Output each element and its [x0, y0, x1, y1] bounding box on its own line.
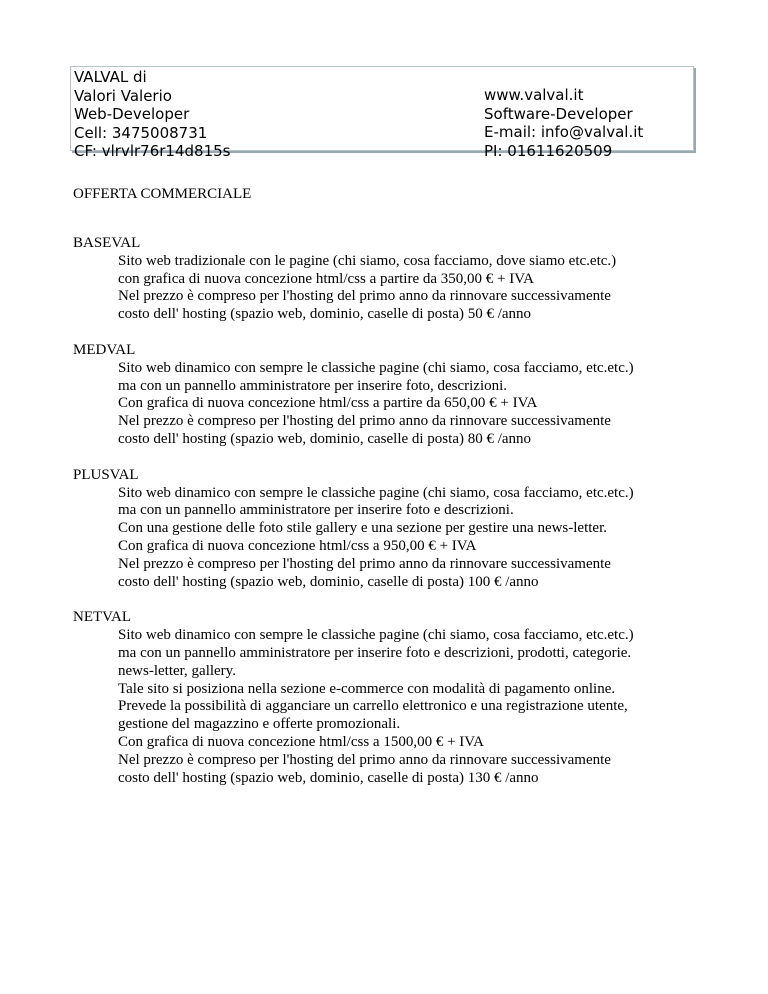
offer-line: costo dell' hosting (spazio web, dominio, caselle di posta) 100 € /anno	[118, 573, 539, 590]
email-address: E-mail: info@valval.it	[484, 123, 644, 141]
offer-line: Sito web dinamico con sempre le classiche pagine (chi siamo, cosa facciamo, etc.etc.)	[118, 359, 634, 376]
offer-line: costo dell' hosting (spazio web, dominio, caselle di posta) 130 € /anno	[118, 769, 539, 786]
offer-line: costo dell' hosting (spazio web, dominio, caselle di posta) 80 € /anno	[118, 430, 532, 447]
owner-name: Valori Valerio	[74, 86, 172, 105]
offer-line: ma con un pannello amministratore per inserire foto e descrizioni.	[118, 502, 514, 519]
offer-line: Con grafica di nuova concezione html/css a partire da 650,00 € + IVA	[118, 395, 538, 412]
offer-name: MEDVAL	[73, 341, 136, 358]
offer-line: con grafica di nuova concezione html/css a partire da 350,00 € + IVA	[118, 270, 534, 287]
offer-line: ma con un pannello amministratore per inserire foto e descrizioni, prodotti, categorie.	[118, 644, 632, 661]
offer-line: gestione del magazzino e offerte promozionali.	[118, 716, 401, 733]
offer-line: Nel prezzo è compreso per l'hosting del primo anno da rinnovare successivamente	[118, 751, 611, 768]
offer-line: Nel prezzo è compreso per l'hosting del primo anno da rinnovare successivamente	[118, 413, 611, 430]
offer-line: Nel prezzo è compreso per l'hosting del primo anno da rinnovare successivamente	[118, 555, 611, 572]
letterhead-box	[70, 66, 694, 160]
offer-plusval	[73, 467, 713, 592]
offer-medval	[73, 342, 713, 449]
secondary-role: Software-Developer	[484, 104, 633, 123]
offer-name: BASEVAL	[73, 235, 141, 251]
offer-line: Sito web tradizionale con le pagine (chi siamo, cosa facciamo, dove siamo etc.etc.)	[118, 252, 617, 269]
letterhead-left	[74, 68, 231, 161]
offers-list	[73, 235, 713, 805]
offer-line: Sito web dinamico con sempre le classiche pagine (chi siamo, cosa facciamo, etc.etc.)	[118, 484, 634, 501]
company-name: VALVAL di	[74, 68, 147, 86]
letterhead-right	[484, 86, 643, 160]
cell-number: Cell: 3475008731	[74, 123, 208, 142]
offer-line: Con grafica di nuova concezione html/css a 950,00 € + IVA	[118, 537, 477, 554]
offer-line: Sito web dinamico con sempre le classiche pagine (chi siamo, cosa facciamo, etc.etc.)	[118, 627, 634, 644]
offer-line: Prevede la possibilità di agganciare un carrello elettronico e una registrazione utente,	[118, 698, 628, 715]
document-title: OFFERTA COMMERCIALE	[73, 186, 252, 202]
offer-line: Con grafica di nuova concezione html/css a 1500,00 € + IVA	[118, 733, 485, 750]
offer-line: news-letter, gallery.	[118, 662, 236, 679]
offer-name: NETVAL	[73, 609, 132, 626]
tax-code: CF: vlrvlr76r14d815s	[74, 142, 231, 160]
offer-netval	[73, 609, 713, 787]
offer-line: ma con un pannello amministratore per inserire foto, descrizioni.	[118, 377, 508, 394]
offer-line: costo dell' hosting (spazio web, dominio, caselle di posta) 50 € /anno	[118, 306, 532, 323]
offer-name: PLUSVAL	[73, 466, 139, 483]
website-url: www.valval.it	[484, 86, 584, 104]
offer-line: Nel prezzo è compreso per l'hosting del primo anno da rinnovare successivamente	[118, 288, 611, 305]
owner-role: Web-Developer	[74, 105, 190, 123]
offer-line: Con una gestione delle foto stile gallery e una sezione per gestire una news-letter.	[118, 520, 608, 537]
vat-number: PI: 01611620509	[484, 141, 613, 160]
offer-baseval	[73, 235, 713, 324]
offer-line: Tale sito si posiziona nella sezione e-commerce con modalità di pagamento online.	[118, 680, 616, 697]
